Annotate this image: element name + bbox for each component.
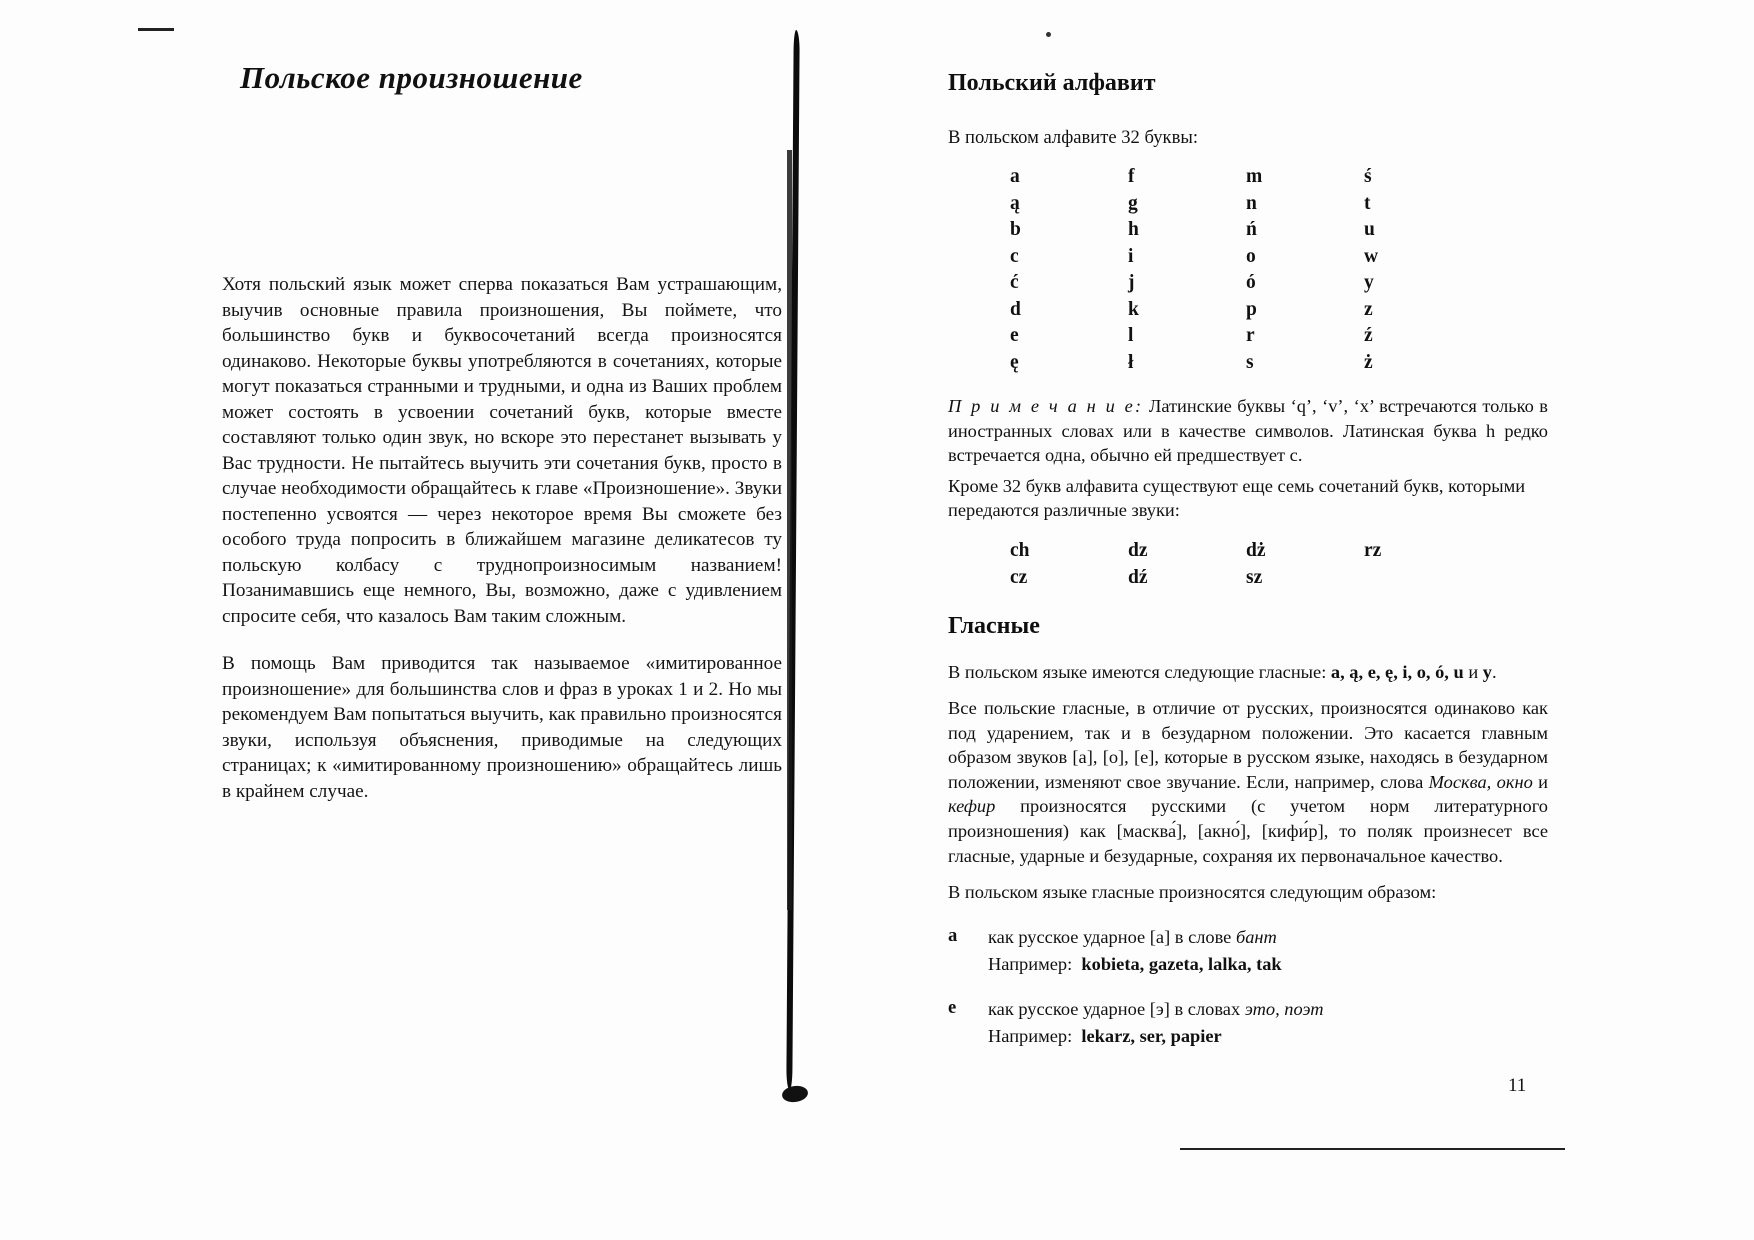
alphabet-letter: g bbox=[1128, 192, 1138, 214]
alphabet-letter: ó bbox=[1246, 272, 1256, 293]
digraph: cz bbox=[1010, 566, 1028, 588]
alphabet-letter: o bbox=[1246, 245, 1256, 267]
right-page bbox=[948, 70, 1548, 1069]
example-second-line bbox=[988, 952, 1282, 977]
digraph: sz bbox=[1246, 566, 1263, 588]
ink-dot bbox=[1046, 32, 1051, 37]
vowels-list-2: y bbox=[1482, 661, 1492, 682]
example-second-line bbox=[988, 1024, 1324, 1049]
alphabet-row bbox=[1010, 323, 1548, 350]
alphabet-letter: i bbox=[1128, 245, 1134, 267]
section-heading-alphabet: Польский алфавит bbox=[948, 70, 1156, 96]
note-paragraph bbox=[948, 394, 1548, 468]
example-word-italic-2: кефир bbox=[948, 796, 996, 817]
alphabet-letter: u bbox=[1364, 219, 1375, 240]
page-number: 11 bbox=[1508, 1075, 1527, 1096]
vowels-intro-conj: и bbox=[1463, 661, 1483, 682]
alphabet-letter: e bbox=[1010, 325, 1019, 346]
note-label: П р и м е ч а н и е: bbox=[948, 396, 1144, 416]
alphabet-letter: ń bbox=[1246, 219, 1257, 240]
alphabet-letter: ł bbox=[1128, 351, 1134, 373]
paragraph: В помощь Вам приводится так называемое «имитированное произношение» для большинства слов и фраз в уроках 1 и 2. Но мы рекомендуем Вам попытаться выучить, как правильно произносятся звуки, используя объяснения, приводимые на следующих страницах; к «имитированному произношению» обращайтесь лишь в крайнем случае. bbox=[222, 653, 782, 802]
alphabet-letter: k bbox=[1128, 298, 1139, 320]
example-label: Например: bbox=[988, 953, 1073, 974]
alphabet-letter: m bbox=[1246, 166, 1263, 187]
left-page bbox=[240, 60, 860, 96]
alphabet-letter: ż bbox=[1364, 351, 1373, 373]
paragraph: Хотя польский язык может сперва показаться Вам устрашающим, выучив основные правила произношения, Вы поймете, что большинство букв и буквосочетаний всегда произносятся одинаково. Некоторые буквы употребляются в сочетаниях, которые могут показаться странными и трудными, и одна из Ваших проблем может состоять в усвоении сочетаний букв, которые вместе составляют только один звук, но вскоре это перестанет вызывать у Вас трудности. Не пытайтесь выучить эти сочетания букв, просто в случае необходимости обращайтесь к главе «Произношение». Звуки постепенно усвоятся — через некоторое время Вы сможете без особого труда попросить в ближайшем магазине деликатесов ту польскую колбасу с труднопроизносимым названием! Позанимавшись еще немного, Вы, возможно, даже с удивлением спросите себя, что казалось Вам таким сложным. bbox=[222, 274, 782, 627]
vowels-para-2-b: произносятся русскими (с учетом норм литературного произношения) как [масква́], [акно́], [кифи́р], то поляк произнесет все гласные, ударные и безударные, сохраняя их первоначальное качество. bbox=[948, 796, 1548, 866]
vowels-intro-text: В польском языке имеются следующие гласные: bbox=[948, 661, 1331, 682]
digraph: dż bbox=[1246, 539, 1266, 561]
page-title: Польское произношение bbox=[240, 60, 583, 95]
alphabet-letter: j bbox=[1128, 272, 1135, 293]
alphabet-letter: t bbox=[1364, 192, 1371, 214]
digraph-row bbox=[1010, 537, 1548, 564]
example-label: Например: bbox=[988, 1025, 1073, 1046]
digraph: rz bbox=[1364, 539, 1382, 561]
example-body bbox=[988, 997, 1324, 1049]
vowels-intro bbox=[948, 660, 1548, 685]
alphabet-row bbox=[1010, 191, 1548, 218]
alphabet-letter: ś bbox=[1364, 166, 1372, 187]
vowels-paragraph-2 bbox=[948, 696, 1548, 868]
alphabet-letter: y bbox=[1364, 272, 1374, 293]
alphabet-letter: a bbox=[1010, 166, 1020, 187]
alphabet-letter: c bbox=[1010, 245, 1019, 267]
example-words: kobieta, gazeta, lalka, tak bbox=[1081, 953, 1282, 974]
left-page-body bbox=[222, 272, 782, 826]
alphabet-letter: r bbox=[1246, 325, 1255, 346]
alphabet-row bbox=[1010, 244, 1548, 271]
alphabet-letter: h bbox=[1128, 219, 1139, 240]
example-words: lekarz, ser, papier bbox=[1081, 1025, 1222, 1046]
digraph: dź bbox=[1128, 566, 1148, 588]
note-paragraph-2: Кроме 32 букв алфавита существуют еще семь сочетаний букв, которыми передаются различные звуки: bbox=[948, 475, 1526, 520]
alphabet-letter: n bbox=[1246, 192, 1257, 214]
list-item bbox=[948, 925, 1548, 977]
top-margin-mark bbox=[138, 28, 174, 31]
examples-list bbox=[948, 925, 1548, 1049]
digraph: dz bbox=[1128, 539, 1148, 561]
alphabet-letter: s bbox=[1246, 351, 1254, 373]
book-spine bbox=[786, 30, 800, 1090]
alphabet-letter: ć bbox=[1010, 272, 1019, 293]
alphabet-intro: В польском алфавите 32 буквы: bbox=[948, 127, 1199, 148]
alphabet-table bbox=[948, 164, 1548, 376]
vowels-intro-end: . bbox=[1491, 661, 1497, 682]
alphabet-row bbox=[1010, 164, 1548, 191]
digraph: ch bbox=[1010, 539, 1030, 561]
example-word-italic: Москва, окно bbox=[1428, 771, 1533, 792]
example-description: как русское ударное [а] в слове bbox=[988, 926, 1236, 947]
vowels-paragraph-3: В польском языке гласные произносятся следующим образом: bbox=[948, 882, 1437, 903]
alphabet-letter: l bbox=[1128, 325, 1134, 346]
alphabet-row bbox=[1010, 350, 1548, 377]
alphabet-letter: f bbox=[1128, 166, 1135, 187]
alphabet-letter: ź bbox=[1364, 325, 1373, 346]
alphabet-row bbox=[1010, 217, 1548, 244]
digraph bbox=[1364, 564, 1482, 591]
vowels-list: a, ą, e, ę, i, o, ó, u bbox=[1330, 661, 1464, 682]
vowels-para-2-a: Все польские гласные, в отличие от русских, произносятся одинаково как под ударением, так и в безударном положении. Это касается главным образом звуков [а], [о], [е], которые в русском языке, находясь в безударном положении, изменяют свое звучание. Если, например, слова bbox=[948, 698, 1548, 792]
example-description: как русское ударное [э] в словах bbox=[988, 998, 1245, 1019]
alphabet-letter: ą bbox=[1010, 192, 1020, 214]
example-italic-word: это, поэт bbox=[1244, 998, 1324, 1019]
alphabet-letter: w bbox=[1364, 245, 1379, 267]
note-text: Латинские буквы ‘q’, ‘v’, ‘x’ встречаются только в иностранных словах или в качестве символов. Латинская буква h редко встречается одна, обычно ей предшествует c. bbox=[948, 396, 1548, 465]
alphabet-letter: d bbox=[1010, 298, 1021, 320]
example-italic-word: бант bbox=[1235, 926, 1277, 947]
alphabet-row bbox=[1010, 297, 1548, 324]
alphabet-letter: z bbox=[1364, 298, 1373, 320]
list-item bbox=[948, 997, 1548, 1049]
example-letter: a bbox=[948, 924, 958, 946]
alphabet-row bbox=[1010, 270, 1548, 297]
alphabet-letter: p bbox=[1246, 298, 1257, 320]
alphabet-letter: b bbox=[1010, 219, 1021, 240]
section-heading-vowels: Гласные bbox=[948, 612, 1040, 639]
alphabet-letter: ę bbox=[1010, 351, 1019, 373]
example-letter: e bbox=[948, 996, 957, 1018]
digraph-table bbox=[948, 537, 1548, 591]
vowels-para-2-conj: и bbox=[1532, 771, 1548, 792]
footer-rule bbox=[1180, 1148, 1565, 1150]
spine-shadow-inner bbox=[787, 150, 792, 910]
example-body bbox=[988, 925, 1282, 977]
digraph-row bbox=[1010, 564, 1548, 591]
